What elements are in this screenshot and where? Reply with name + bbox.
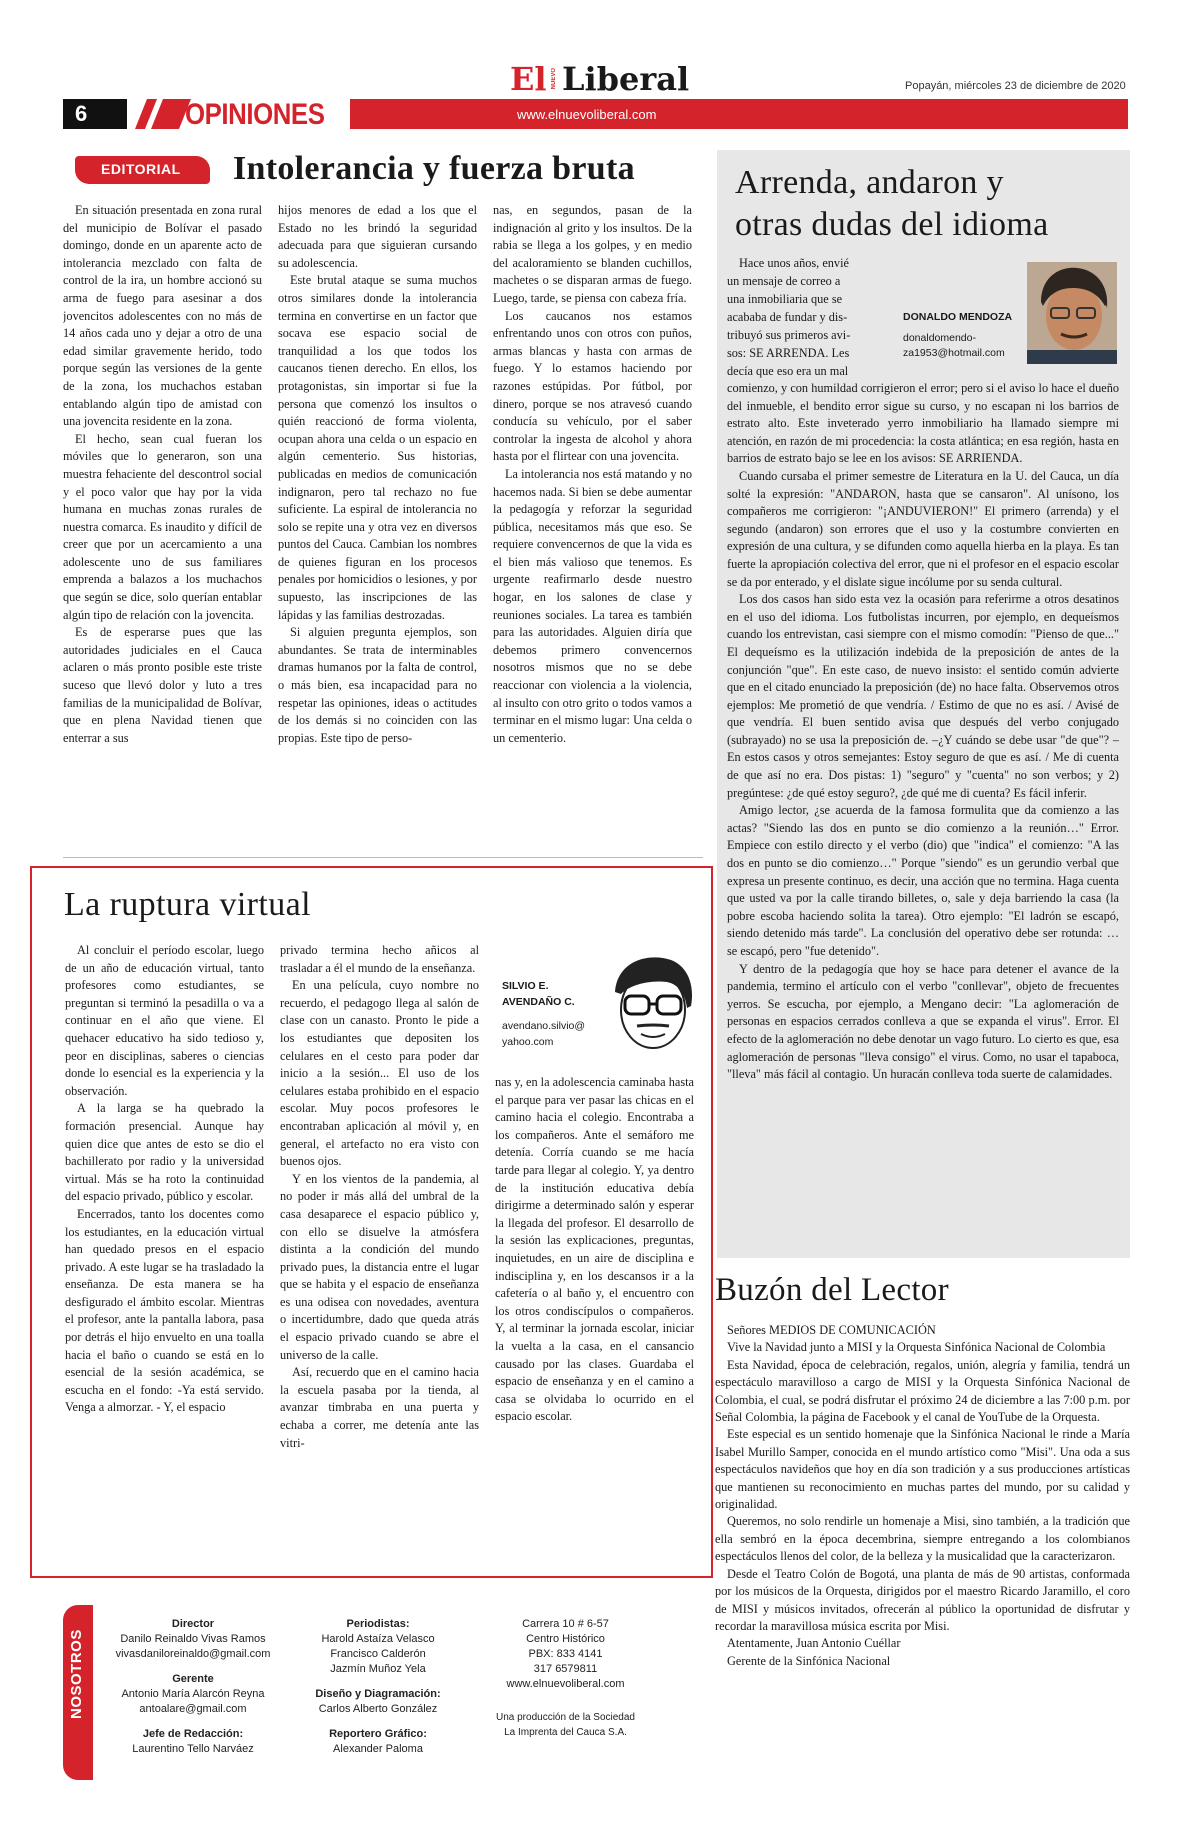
paragraph: Cuando cursaba el primer semestre de Literatura en la U. del Cauca, un día solté la expresión: "ANDARON, hasta que se cansaron". Al unísono, los compañeros me corrigieron: "¡ANDUVIERON!" El primero (arrenda) y el segundo (andaron) son errores que el uso y la costumbre convierten en expresión de una cultura, y se difunden como aquella hierba en la playa. Es tan fuerte la apropiación colectiva del error, que ni el profesor en el espacio escolar se da por enterado, y el dislate sigue incólume por su senda cultural. (727, 468, 1119, 589)
editorial-title: Intolerancia y fuerza bruta (233, 150, 635, 187)
ruptura-byline (502, 978, 622, 1050)
staff-label: Periodistas: (346, 1618, 410, 1630)
paragraph: A la larga se ha quebrado la formación presencial. Aunque hay quien dice que antes de esto se dio el bachillerato por radio y la universidad virtual. Más se ha roto la continuidad del espacio privado, público y escolar. (65, 1101, 264, 1204)
section-bar (63, 99, 1128, 129)
paragraph: nas, en segundos, pasan de la indignación al grito y los insultos. De la rabia se llega a los golpes, y en medio del acaloramiento se blanden cuchillos, machetes o se disparan armas de fuego. Luego, tarde, se piensa con cabeza fría. (493, 203, 692, 305)
editorial-column-1 (63, 202, 262, 834)
staff-name: Harold Astaíza Velasco (321, 1633, 435, 1645)
paragraph: Vive la Navidad junto a MISI y la Orquesta Sinfónica Nacional de Colombia (727, 1340, 1106, 1355)
ruptura-section (30, 866, 713, 1578)
buzon-section (715, 1272, 1130, 1792)
staff-name: Danilo Reinaldo Vivas Ramos (120, 1633, 266, 1645)
address-line: Carrera 10 # 6-57 (522, 1618, 609, 1630)
ruptura-column-3 (495, 1074, 694, 1564)
editorial-column-2 (278, 202, 477, 834)
buzon-body (715, 1322, 1130, 1792)
paragraph: Amigo lector, ¿se acuerda de la famosa formulita que da comienzo a las actas? "Siendo las dos en punto se dio comienzo a la reunión…" Error. Empiece con estilo directo y el verbo (dio) que "indica" el comienzo: "A las dos en punto se dio comienzo…" Porque "siendo" es un gerundio verbal que expresa un presente continuo, es decir, una acción que no termina. Haga cuenta que usted va por la calle tirando billetes, o, sale y deja barriendo la casa (la pobre escoba haciendo solita la tarea). Otro ejemplo: "El ladrón se escapó, siendo detenido más tarde". La conclusión del operativo debe ser rotunda: … se escapó, pero "fue detenido". (727, 803, 1119, 958)
logo-el: El (510, 60, 547, 98)
author-portrait (607, 950, 697, 1050)
address-line: Centro Histórico (526, 1633, 605, 1645)
author-email[interactable]: za1953@hotmail.com (903, 347, 1005, 359)
paragraph: En una película, cuyo nombre no recuerdo, el pedagogo llega al salón de clase con un canasto. Pronto le pide a los estudiantes que depositen los celulares en el cesto para poder dar inicio a la sesión... El uso de los celulares estaba prohibido en el espacio escolar. Muy pocos profesores le encontraban aplicación al móvil y, en general, el artefacto no era visto con buenos ojos. (280, 978, 479, 1169)
author-name: DONALDO MENDOZA (903, 311, 1013, 323)
paragraph: Al concluir el período escolar, luego de un año de educación virtual, tanto profesores como estudiantes, se preguntan si terminó la pesadilla o va a continuar en el año que viene. El quehacer educativo ha sido tedioso y, peor en disciplinas, saberes o ciencias donde lo esencial es la experiencia y la observación. (65, 943, 264, 1098)
paragraph: Los dos casos han sido esta vez la ocasión para referirme a otros desatinos en el uso del idioma. Los futbolistas incurren, por ejemplo, en dequeísmos cuando los entrevistan, casi siempre con el mismo comodín: "Pienso de que..." El dequeísmo es la utilización indebida de la preposición de antes de la conjunción "que". En este caso, de nuevo insisto: el sentido común advierte que en el citado enunciado la preposición (de) no hace falta. Observemos otros ejemplos: Me prometió de que vendría. / Estimo de que no es así. / Avisé de que vendría. El buen sentido avisa que después del verbo conjugado (subrayado) no se usa la preposición de. –¿Y cuándo se debe usar "de que"? –En estos casos y otros semejantes: Estoy seguro de que es así. / Me di cuenta de que así no era. Dos pistas: 1) "seguro" y "cuenta" no son verbos; y 2) pregúntese: ¿de qué estoy seguro?, ¿de qué me di cuenta? Es fácil inferir. (727, 592, 1119, 800)
paragraph: hijos menores de edad a los que el Estado no les brindó la seguridad adecuada para que siguieran cursando su adolescencia. (278, 203, 477, 270)
salutation: Señores MEDIOS DE COMUNICACIÓN (727, 1323, 936, 1337)
ruptura-column-2 (280, 942, 479, 1564)
author-email[interactable]: yahoo.com (502, 1036, 554, 1048)
signature: Gerente de la Sinfónica Nacional (727, 1653, 891, 1668)
production-line: Una producción de la Sociedad (496, 1712, 635, 1723)
author-name: SILVIO E. (502, 980, 549, 992)
paragraph: Y dentro de la pedagogía que hoy se hace para detener el avance de la pandemia, termino el artículo con el verbo "conllevar", objeto de frecuentes yerros. Se escucha, por ejemplo, a Mengano decir: "La aglomeración de personas en espacios cerrados conlleva a que se expanda el virus". Error. El efecto de la aglomeración no debe denotar un vago futuro. Lo cierto es que, esa aglomeración de personas "lleva consigo" el virus. Como, no usar el tapaboca, "lleva" más fácil al contagio. Un huracán conlleva toda suerte de calamidades. (727, 961, 1119, 1082)
staff-box (63, 1605, 703, 1780)
paragraph: Es de esperarse pues que las autoridades judiciales en el Cauca aclaren o más pronto posible este triste suceso que llevó dolor y luto a tres familias de la municipalidad de Bolívar, que en plena Navidad tienen que enterrar a sus (63, 625, 262, 745)
address-line: PBX: 833 4141 (528, 1648, 603, 1660)
staff-email[interactable]: vivasdaniloreinaldo@gmail.com (115, 1648, 271, 1660)
intro-line: decía que eso era un mal (727, 364, 849, 378)
intro-line: acababa de fundar y dis- (727, 310, 848, 324)
section-title: OPINIONES (185, 98, 325, 131)
staff-name: Alexander Paloma (333, 1743, 423, 1755)
author-email[interactable]: donaldomendo- (903, 332, 976, 344)
intro-line: tribuyó sus primeros avi- (727, 328, 851, 342)
paragraph: Los caucanos nos estamos enfrentando unos con otros con puños, armas blancas y hasta con armas de fuego. Y lo estamos haciendo por razones estúpidas. Por fútbol, por dinero, porque se nos atravesó cuando conducía su vehículo, por el saber controlar la ingesta de alcohol y ahora hasta por el flirtear con una jovencita. (493, 308, 692, 464)
paragraph: Este especial es un sentido homenaje que la Sinfónica Nacional le rinde a María Isabel Murillo Samper, conocida en el mundo artístico como "Misi". Una oda a sus espectáculos navideños que hoy en día son tradición y a sus producciones artísticas que mantienen su reconocimiento en muchas partes del mundo, por su calidad y originalidad. (715, 1427, 1130, 1512)
staff-name: Laurentino Tello Narváez (132, 1743, 254, 1755)
staff-name: Francisco Calderón (330, 1648, 426, 1660)
website-link[interactable]: www.elnuevoliberal.com (506, 1678, 625, 1690)
arrenda-title-line: Arrenda, andaron y (735, 164, 1004, 201)
nosotros-label: NOSOTROS (68, 1629, 85, 1719)
editorial-section (63, 150, 703, 840)
author-photo (1027, 262, 1117, 364)
intro-line: Hace unos años, envié (739, 256, 849, 270)
staff-column-1 (103, 1617, 283, 1757)
paragraph: nas y, en la adolescencia caminaba hasta el parque para ver pasar las chicas en el camino hacia el colegio. Encontraba a los compañeros. Ante el semáforo me detenía. Corría cuando se me hacía tarde para llegar al colegio. Y, ya dentro de la institución educativa debía dirigirme a determinado salón y esperar la llegada del profesor. El desarrollo de la sesión las explicaciones, preguntas, inquietudes, en un aire de disciplina e indisciplina y, en los descansos ir a la cafetería o al baño y, el encuentro con los otros condiscípulos o compañeros. Y, al terminar la jornada escolar, iniciar la vuelta a la casa, en el cansancio causado por las clases. Guardaba el espacio de enseñanza y en el camino a casa se olvidaba lo ocurrido en el espacio escolar. (495, 1075, 694, 1424)
arrenda-body (727, 380, 1119, 1254)
paragraph: Desde el Teatro Colón de Bogotá, una planta de más de 90 artistas, conformada por los músicos de la Orquesta, dirigidos por el maestro Ricardo Jaramillo, el coro de MISI y músicos invitados, ofrecerán al público la oportunidad de disfrutar y recordar la maravillosa música escrita por Misi. (715, 1566, 1130, 1633)
logo (510, 60, 690, 98)
paragraph: En situación presentada en zona rural del municipio de Bolívar el pasado domingo, donde en un aparente acto de intolerancia mezclado con falta de control de la ira, un hombre accionó su arma de fuego para asesinar a dos jovencitos adolescentes con no más de 14 años cada uno y dejar a otro de una edad similar gravemente herido, todo porque según las versiones de la gente de la zona, los muchachos estaban entablando algún tipo de amistad con una jovencita residente en la zona. (63, 203, 262, 429)
masthead (0, 0, 1191, 140)
ruptura-column-1 (65, 942, 264, 1564)
staff-label: Jefe de Redacción: (142, 1728, 244, 1740)
intro-line: un mensaje de correo a (727, 274, 841, 288)
buzon-title: Buzón del Lector (715, 1272, 949, 1308)
page-number-box (63, 99, 127, 129)
paragraph: Y en los vientos de la pandemia, al no poder ir más allá del umbral de la casa desaparece el espacio público y, con ello se disuelve la atmósfera distinta a la condición del mundo privado pues, la distancia entre el lugar que se habita y el espacio de enseñanza es una odisea con novedades, aventura o incertidumbre, dado que queda atrás el espacio privado cuando se abre el universo de la calle. (280, 1171, 479, 1362)
logo-nuevo: NUEVO (551, 68, 557, 90)
arrenda-byline (903, 310, 1023, 361)
website-bar (350, 99, 1128, 129)
intro-line: sos: SE ARRENDA. Les (727, 346, 850, 360)
arrenda-section (717, 150, 1130, 1258)
production-line: La Imprenta del Cauca S.A. (504, 1727, 627, 1738)
website[interactable]: www.elnuevoliberal.com (517, 107, 657, 122)
paragraph: Este brutal ataque se suma muchos otros similares donde la intolerancia termina en convertirse en un factor que socava ese espacio social de tranquilidad a los que todos los caucanos tienen derecho. En ellos, los protagonistas, sin importar si fue la persona que comenzó los insultos o quién reaccionó de forma violenta, ocupan ahora una celda o un espacio en algún cementerio. Sus historias, publicadas en medios de comunicación indignaron, pero tal rechazo no fue suficiente. La espiral de intolerancia no solo se repite una y otra vez en diversos puntos del Cauca. Cambian los nombres de quienes figuran en los procesos penales por homicidios o lesiones, y por supuesto, las inscripciones de las lápidas y las familias destrozadas. (278, 273, 477, 622)
paragraph: Si alguien pregunta ejemplos, son abundantes. Se trata de interminables dramas humanos por la falta de control, o más bien, esa incapacidad para no respetar las opiniones, ideas o actitudes de los demás si no coinciden con las propias. Este tipo de perso- (278, 625, 477, 745)
staff-name: Antonio María Alarcón Reyna (121, 1688, 265, 1700)
editorial-column-3 (493, 202, 692, 834)
staff-label: Gerente (172, 1673, 214, 1685)
paragraph: privado termina hecho añicos al trasladar a él el mundo de la enseñanza. (280, 943, 479, 975)
divider (63, 857, 703, 858)
staff-label: Diseño y Diagramación: (315, 1688, 441, 1700)
paragraph: El hecho, sean cual fueran los móviles que lo generaron, son una muestra fehaciente del descontrol social y el poco valor que hay por la vida humana en muchas zonas rurales de nuestra comarca. Es inaudito y difícil de creer que por un acercamiento a una adolescente uno de sus familiares emprenda a balazos a los muchachos que según se dice, solo querían entablar algún tipo de relación con la jovencita. (63, 431, 262, 622)
intro-line: una inmobiliaria que se (727, 292, 843, 306)
page-number: 6 (75, 101, 88, 126)
arrenda-title (735, 162, 1048, 246)
staff-name: Carlos Alberto González (318, 1703, 438, 1715)
signature: Atentamente, Juan Antonio Cuéllar (727, 1636, 901, 1651)
logo-liberal: Liberal (562, 60, 690, 98)
staff-column-2 (303, 1617, 453, 1757)
staff-label: Director (171, 1618, 215, 1630)
paragraph: Queremos, no solo rendirle un homenaje a Misi, sino también, a la tradición que ella sembró en la época decembrina, siempre entregando a los colombianos espectáculos llenos del color, de la belleza y la musicalidad que la caracterizaron. (715, 1514, 1130, 1564)
paragraph: Así, recuerdo que en el camino hacia la escuela pasaba por la tienda, al avanzar timbraba en una puerta y echaba a correr, me detenía ante las vitri- (280, 1365, 479, 1450)
dateline: Popayán, miércoles 23 de diciembre de 2020 (905, 80, 1126, 92)
paragraph: La intolerancia nos está matando y no hacemos nada. Si bien se debe aumentar la pedagogía y reforzar la seguridad pública, necesitamos más que eso. Se requiere convencernos de que la vida es el bien más valioso que tenemos. Es urgente reafirmarlo desde nuestro hogar, en los salones de clase y reuniones sociales. La tarea es también para las autoridades. Alguien diría que debemos primero convencernos nosotros mismos que no se debe reaccionar con violencia a la violencia, al insulto con otro grito o todos vamos a terminar en el mismo lugar: Una celda o un cementerio. (493, 466, 692, 745)
ruptura-title: La ruptura virtual (64, 886, 311, 923)
address-line: 317 6579811 (533, 1663, 598, 1675)
paragraph: Encerrados, tanto los docentes como los estudiantes, en la educación virtual han quedado presos en el espacio privado. A este lugar se ha trasladado la enseñanza. De esta manera se ha desfigurado el ámbito escolar. Mientras el profesor, ante la pantalla labora, pasa por detrás el hijo envuelto en una toalla hacia el baño o cuando se está en lo esencial de la sesión académica, se escucha en el fondo: -Ya está servido. Venga a almorzar. - Y, el espacio (65, 1206, 264, 1415)
paragraph: comienzo, y con humildad corrigieron el error; pero si el aviso lo hace el dueño del inmueble, el bendito error sigue su curso, y no escapan ni los barrios de estrato alto. Este inveterado yerro inmobiliario ha llamado siempre mi atención, en razón de mi procedencia: la costa atlántica; en esa región, hasta en barrios de estrato bajo se lee en los avisos: SE ARRIENDA. (727, 381, 1119, 466)
author-email[interactable]: avendano.silvio@ (502, 1020, 586, 1032)
editorial-tag-label: EDITORIAL (101, 161, 181, 177)
paragraph: Esta Navidad, época de celebración, regalos, unión, alegría y familia, tendrá un espectáculo maravilloso a cargo de MISI y la Orquesta Sinfónica Nacional de Colombia, el cual, se podrá disfrutar el próximo 24 de diciembre a las 7:00 p.m. por Señal Colombia, la página de Facebook y el canal de YouTube de la Orquesta. (715, 1357, 1130, 1425)
arrenda-title-line: otras dudas del idioma (735, 206, 1049, 243)
staff-email[interactable]: antoalare@gmail.com (139, 1703, 247, 1715)
staff-column-3 (473, 1617, 658, 1740)
author-name: AVENDAÑO C. (502, 996, 575, 1008)
arrenda-intro (727, 254, 899, 380)
staff-name: Jazmín Muñoz Yela (330, 1663, 426, 1675)
staff-label: Reportero Gráfico: (329, 1728, 427, 1740)
